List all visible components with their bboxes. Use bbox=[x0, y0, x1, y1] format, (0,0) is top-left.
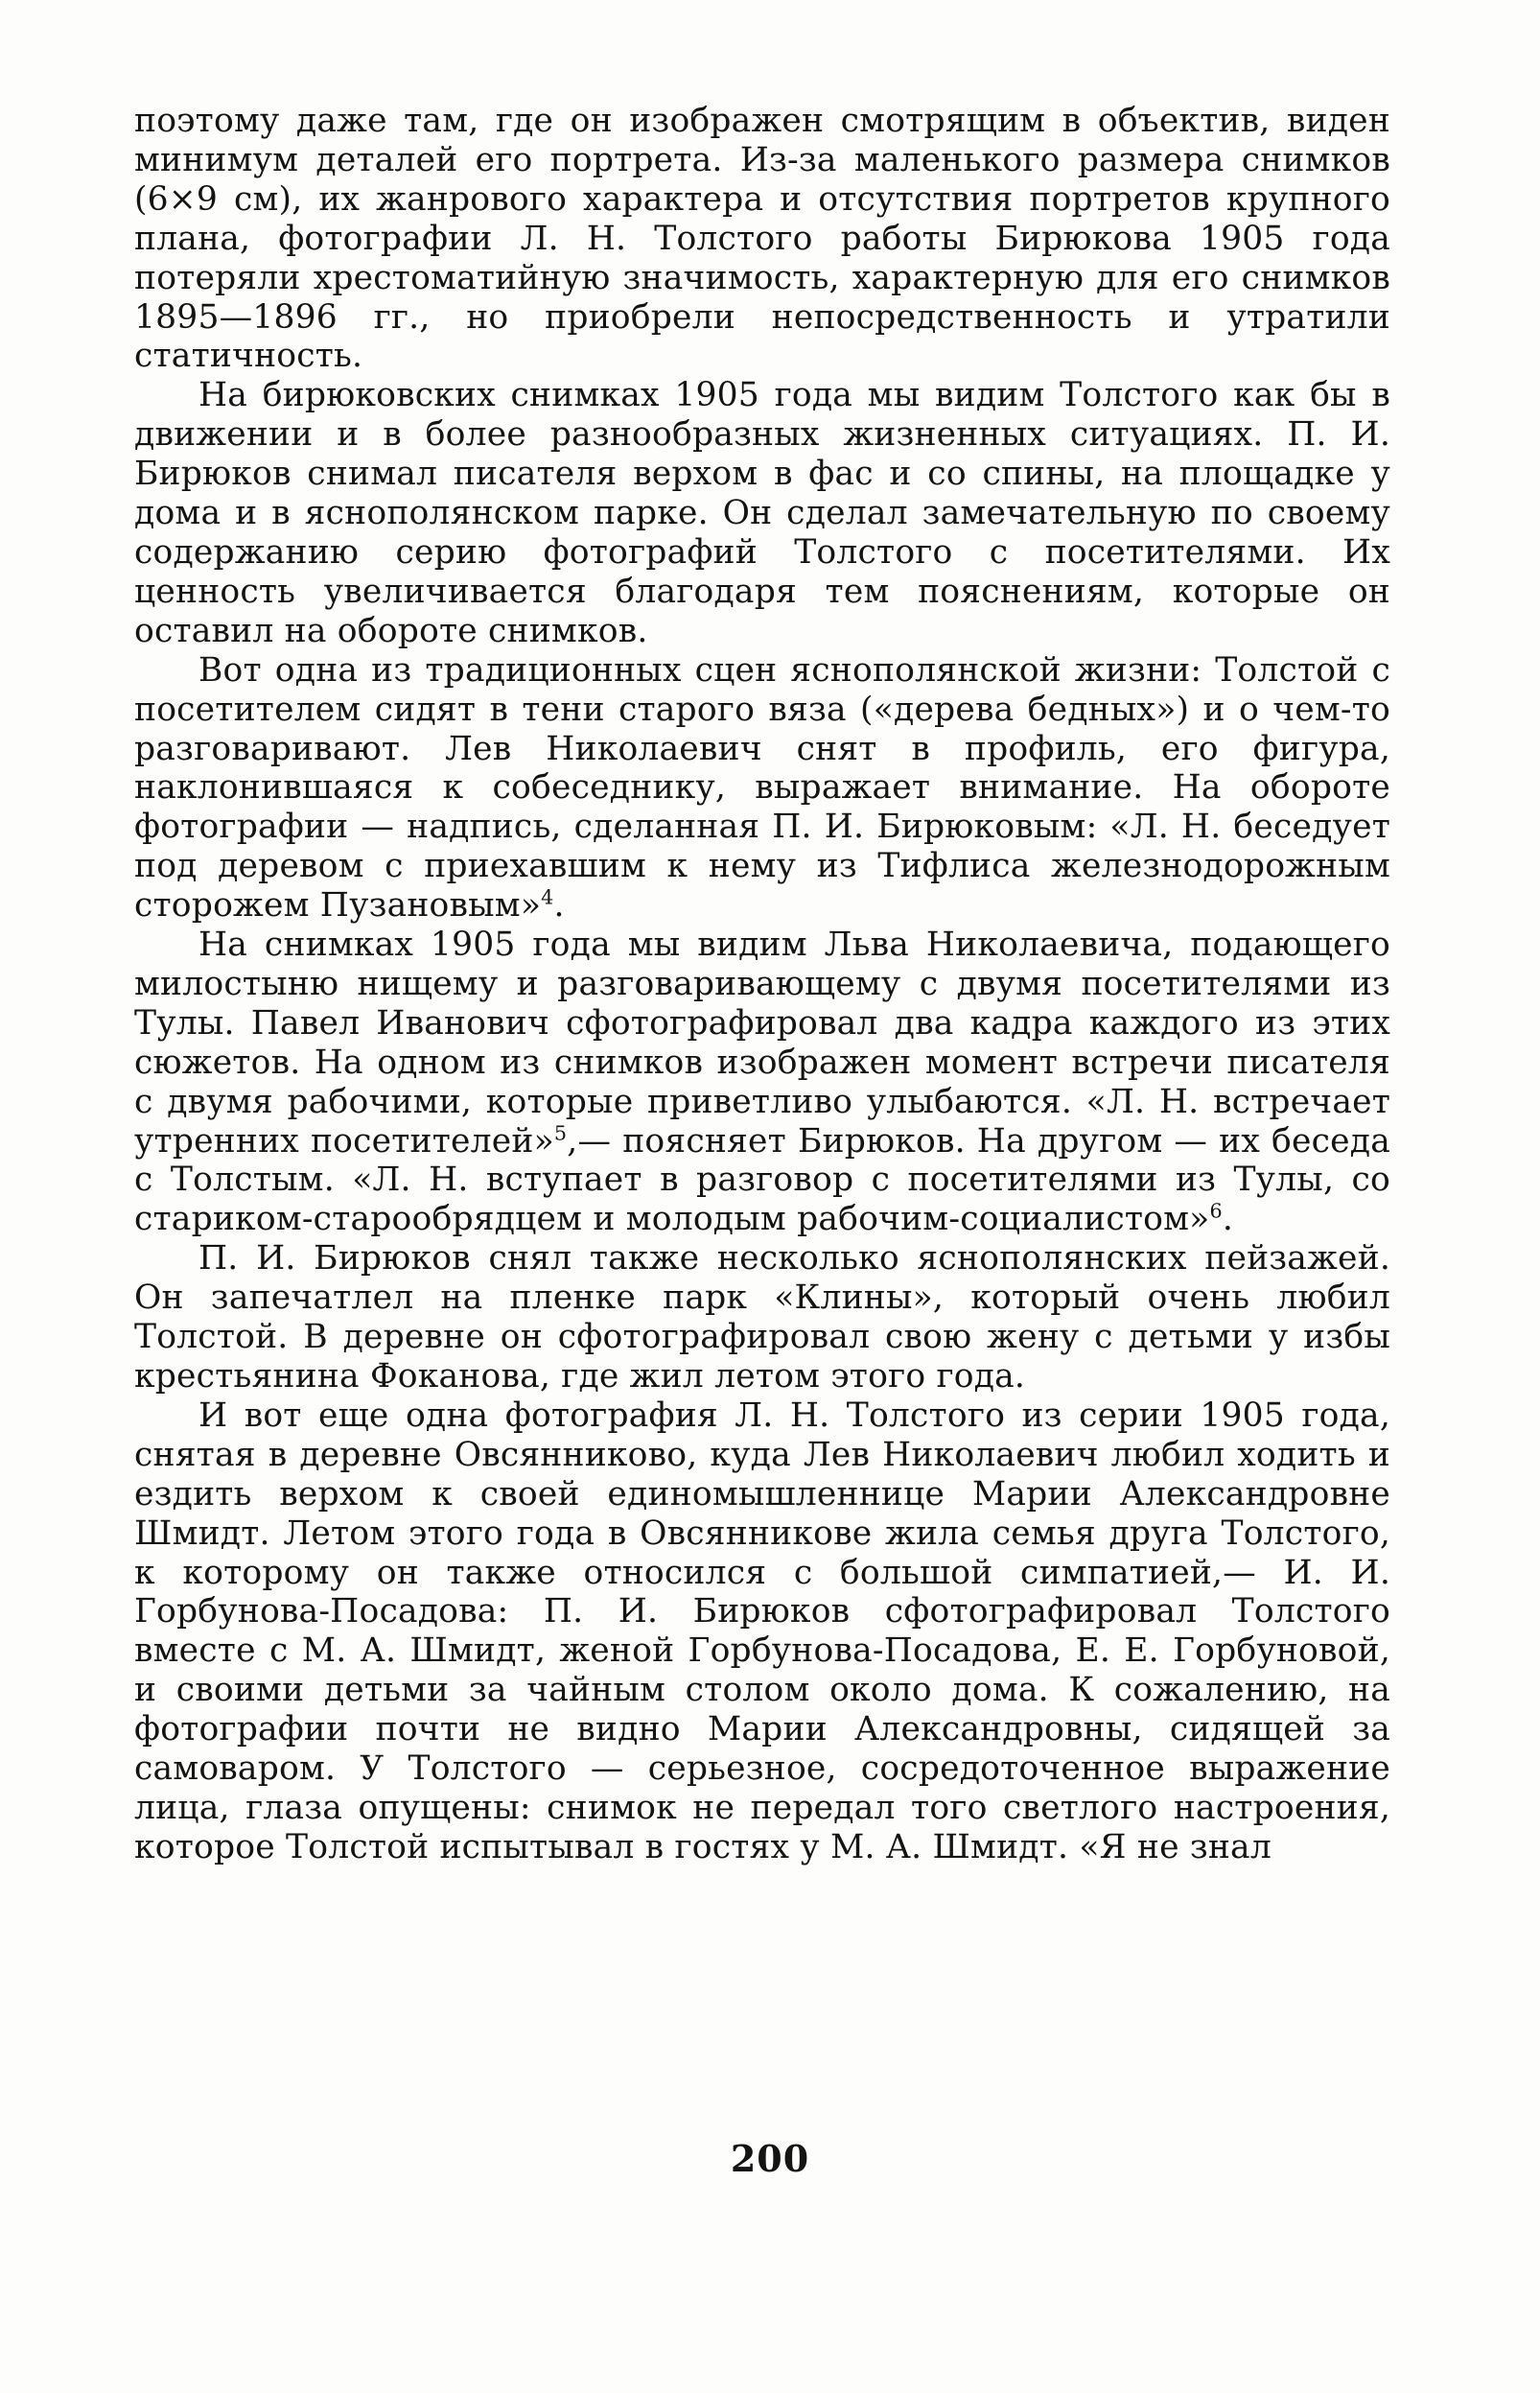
paragraph-text: поэтому даже там, где он изображен смотрящим в объектив, виден минимум деталей его портрета. Из-за маленького размера снимков (6×9 см), их жанрового характера и отсутствия портретов крупного плана, фотографии Л. Н. Толстого работы Бирюкова 1905 года потеряли хрестоматийную значимость, характерную для его снимков 1895—1896 гг., но приобрели непосредственность и утратили статичность. bbox=[134, 102, 1390, 376]
paragraph-4 bbox=[134, 926, 1390, 1239]
paragraph-text: На снимках 1905 года мы видим Льва Николаевича, подающего милостыню нищему и разговаривающему с двумя посетителями из Тулы. Павел Иванович сфотографировал два кадра каждого из этих сюжетов. На одном из снимков изображен момент встречи писателя с двумя рабочими, которые приветливо улыбаются. «Л. Н. встречает утренних посетителей» bbox=[134, 926, 1390, 1161]
paragraph-text: Вот одна из традиционных сцен яснополянской жизни: Толстой с посетителем сидят в тени старого вяза («дерева бедных») и о чем-то разговаривают. Лев Николаевич снят в профиль, его фигура, наклонившаяся к собеседнику, выражает внимание. На обороте фотографии — надпись, сделанная П. И. Бирюковым: «Л. Н. беседует под деревом с приехавшим к нему из Тифлиса железнодорожным сторожем Пузановым» bbox=[134, 650, 1390, 926]
paragraph-6 bbox=[134, 1396, 1390, 1867]
paragraph-2 bbox=[134, 376, 1390, 650]
page-number: 200 bbox=[730, 2137, 810, 2180]
paragraph-tail: . bbox=[553, 886, 565, 926]
body-text bbox=[134, 102, 1390, 1867]
footnote-marker: 6 bbox=[1209, 1199, 1223, 1223]
footnote-marker: 4 bbox=[541, 885, 554, 909]
paragraph-text: П. И. Бирюков снял также несколько яснополянских пейзажей. Он запечатлел на пленке парк «Клины», который очень любил Толстой. В деревне он сфотографировал свою жену с детьми у избы крестьянина Фоканова, где жил летом этого года. bbox=[134, 1239, 1390, 1396]
paragraph-text: На бирюковских снимках 1905 года мы видим Толстого как бы в движении и в более разнообразных жизненных ситуациях. П. И. Бирюков снимал писателя верхом в фас и со спины, на площадке у дома и в яснополянском парке. Он сделал замечательную по своему содержанию серию фотографий Толстого с посетителями. Их ценность увеличивается благодаря тем пояснениям, которые он оставил на обороте снимков. bbox=[134, 376, 1390, 650]
paragraph-5 bbox=[134, 1239, 1390, 1396]
paragraph-3 bbox=[134, 651, 1390, 926]
paragraph-1 bbox=[134, 102, 1390, 376]
footnote-marker: 5 bbox=[553, 1121, 568, 1145]
paragraph-tail: ,— поясняет Бирюков. На другом — их беседа с Толстым. «Л. Н. вступает в разговор с посетителями из Тулы, со стариком-старообрядцем и молодым рабочим-социалистом» bbox=[134, 1121, 1390, 1239]
paragraph-text: И вот еще одна фотография Л. Н. Толстого из серии 1905 года, снятая в деревне Овсянниково, куда Лев Николаевич любил ходить и ездить верхом к своей единомышленнице Марии Александровне Шмидт. Летом этого года в Овсянникове жила семья друга Толстого, к которому он также относился с большой симпатией,— И. И. Горбунова-Посадова: П. И. Бирюков сфотографировал Толстого вместе с М. А. Шмидт, женой Горбунова-Посадова, Е. Е. Горбуновой, и своими детьми за чайным столом около дома. К сожалению, на фотографии почти не видно Марии Александровны, сидящей за самоваром. У Толстого — серьезное, сосредоточенное выражение лица, глаза опущены: снимок не передал того светлого настроения, которое Толстой испытывал в гостях у М. А. Шмидт. «Я не знал bbox=[134, 1396, 1390, 1866]
paragraph-tail: . bbox=[1222, 1200, 1234, 1239]
